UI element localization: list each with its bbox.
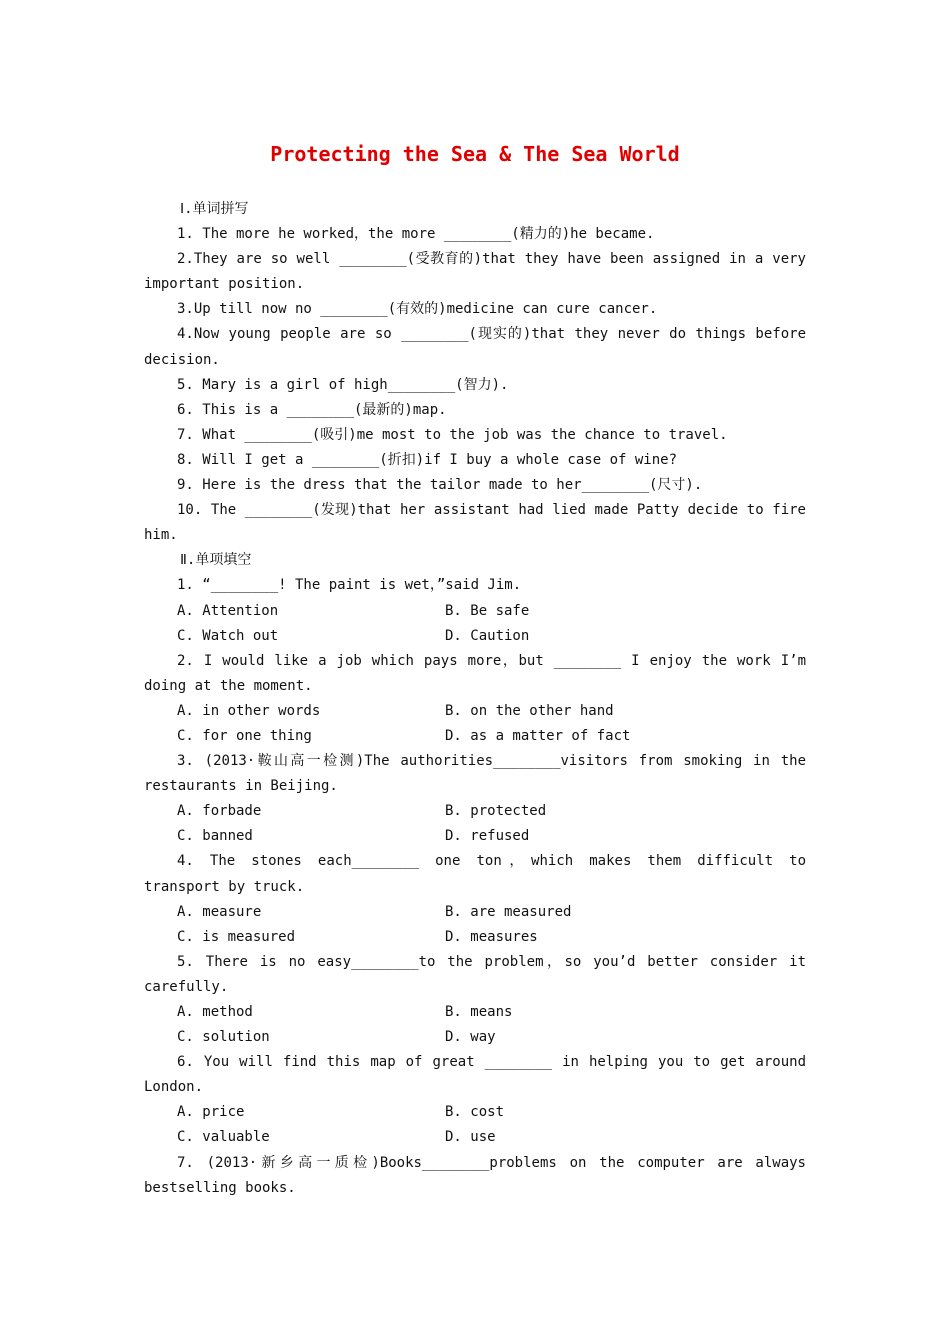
option-c: C. banned [177,828,253,845]
question-block [144,749,806,849]
spelling-item: 1. The more he worked，the more ________(精力的)he became. [177,226,655,243]
option-b: B. are measured [445,903,572,920]
option-row [144,699,806,724]
option-a: A. price [177,1104,245,1121]
question-stem: 4. The stones each________ one ton，which makes them difficult to transport by truck. [144,853,806,895]
question-stem: 2. I would like a job which pays more，but ________ I enjoy the work I’m doing at the moment. [144,652,806,694]
spelling-item: 4.Now young people are so ________(现实的)that they never do things before decision. [144,326,806,368]
spelling-item: 9. Here is the dress that the tailor made to her________(尺寸). [177,477,703,494]
option-b: B. Be safe [445,602,530,619]
question-stem: 3. (2013·鞍山高一检测)The authorities________visitors from smoking in the restaurants in Beijing. [144,753,806,795]
option-d: D. Caution [445,627,530,644]
option-row [144,724,806,749]
option-row [144,1100,806,1125]
question-stem: 6. You will find this map of great ________ in helping you to get around London. [144,1054,806,1096]
question-block [144,950,806,1050]
option-c: C. for one thing [177,727,312,744]
option-row [144,925,806,950]
option-a: A. method [177,1004,253,1020]
question-block [144,573,806,648]
option-c: C. Watch out [177,627,279,644]
option-c: C. valuable [177,1129,270,1146]
option-b: B. means [445,1004,513,1020]
spelling-item: 8. Will I get a ________(折扣)if I buy a whole case of wine? [177,451,678,468]
spelling-item: 6. This is a ________(最新的)map. [177,401,447,418]
option-b: B. on the other hand [445,702,614,719]
option-a: A. forbade [177,803,262,820]
question-stem: 1. “________! The paint is wet，”said Jim. [177,577,522,594]
question-stem: 5. There is no easy________to the problem，so you’d better consider it carefully. [144,953,806,995]
option-d: D. refused [445,828,530,845]
option-row [144,1000,806,1025]
section-heading-spelling: Ⅰ.单词拼写 [180,201,249,217]
option-b: B. protected [445,803,547,820]
option-c: C. solution [177,1029,270,1046]
option-row [144,1125,806,1150]
option-a: A. measure [177,903,262,920]
option-row [144,900,806,925]
option-row [144,799,806,824]
option-d: D. way [445,1029,496,1046]
option-d: D. as a matter of fact [445,727,631,744]
page-title: Protecting the Sea & The Sea World [270,142,680,166]
question-block [144,1050,806,1150]
option-a: A. Attention [177,602,279,619]
spelling-item: 10. The ________(发现)that her assistant had lied made Patty decide to fire him. [144,502,806,544]
option-c: C. is measured [177,928,296,945]
option-b: B. cost [445,1104,505,1121]
spelling-item: 3.Up till now no ________(有效的)medicine can cure cancer. [177,301,658,318]
question-block [144,649,806,749]
option-row [144,624,806,649]
question-stem: 7. (2013·新乡高一质检)Books________problems on the computer are always bestselling books. [144,1154,806,1196]
exercise-content [144,197,806,1201]
option-row [144,824,806,849]
option-d: D. measures [445,928,538,945]
section-heading-choice: Ⅱ.单项填空 [180,552,252,569]
spelling-item: 5. Mary is a girl of high________(智力). [177,376,509,393]
option-a: A. in other words [177,702,321,719]
option-row [144,599,806,624]
spelling-item: 7. What ________(吸引)me most to the job was the chance to travel. [177,426,728,443]
option-d: D. use [445,1129,496,1146]
question-block [144,849,806,949]
spelling-item: 2.They are so well ________(受教育的)that they have been assigned in a very important position. [144,251,806,293]
option-row [144,1025,806,1050]
